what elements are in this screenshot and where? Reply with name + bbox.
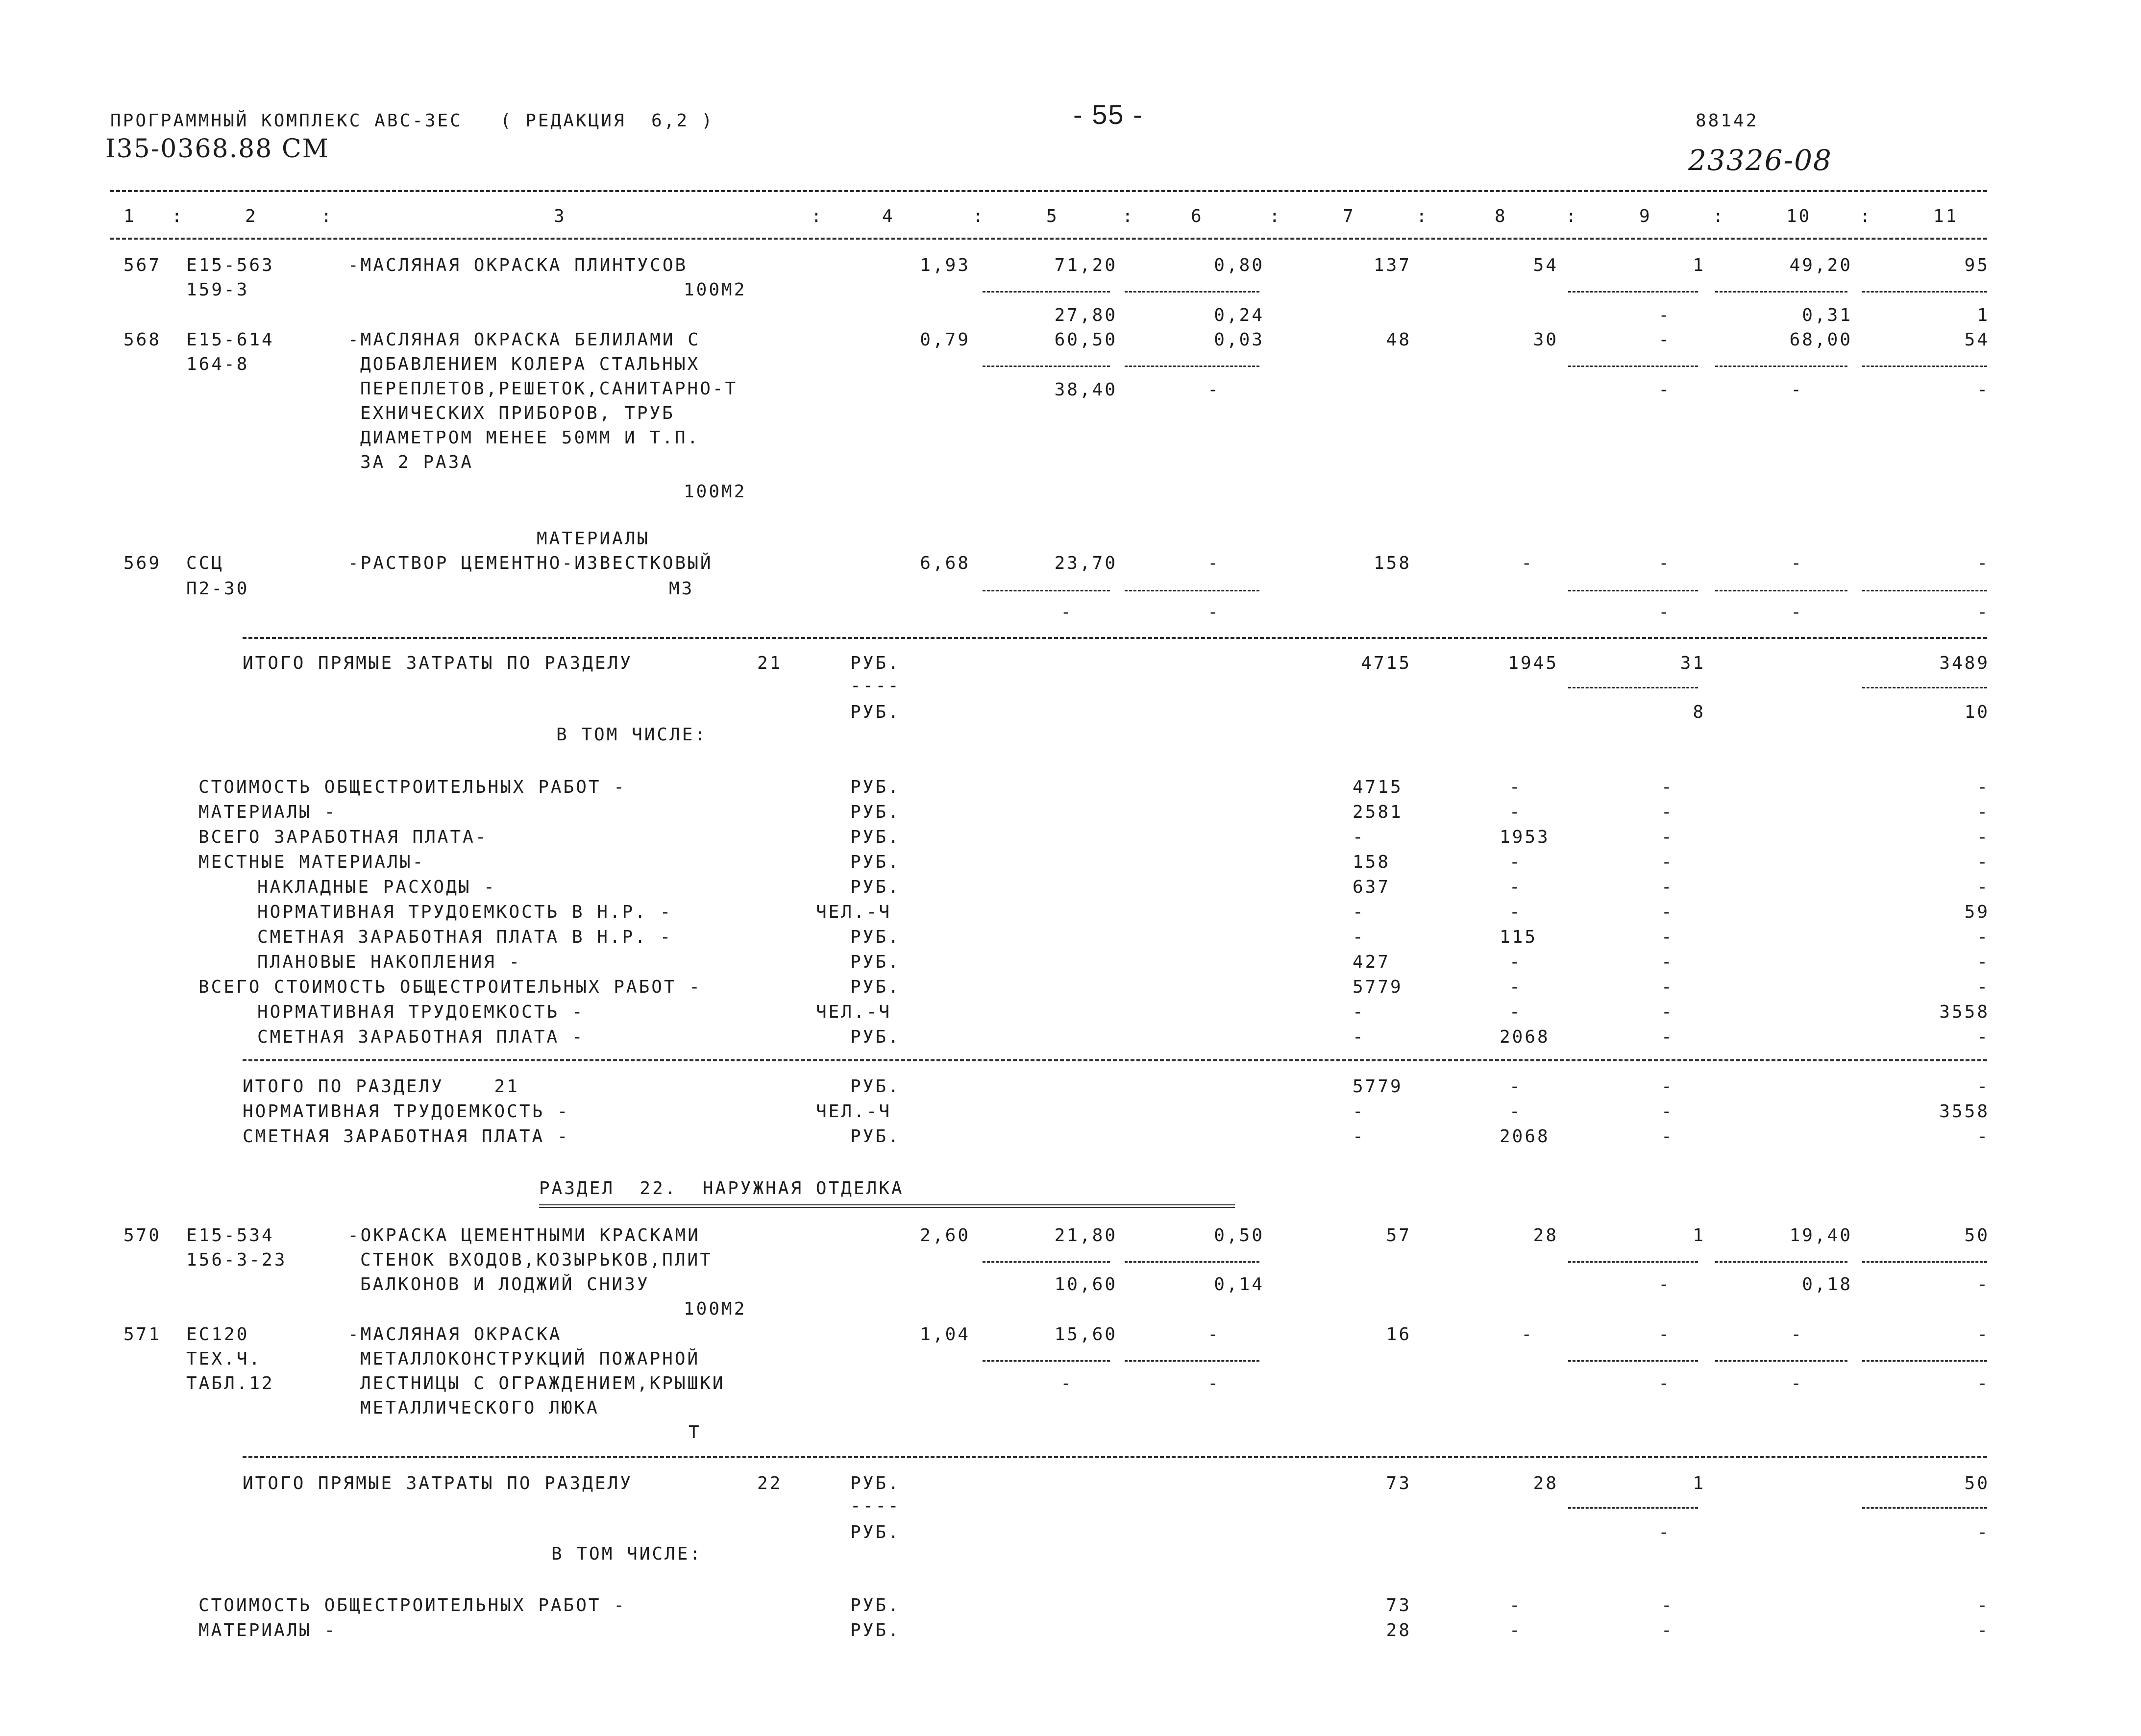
breakdown-label: НАКЛАДНЫЕ РАСХОДЫ - — [257, 877, 496, 897]
breakdown-unit: РУБ. — [850, 952, 901, 972]
breakdown-col11: 3558 — [1939, 1002, 1990, 1022]
heading-double-rule — [539, 1204, 1235, 1208]
breakdown-col8: - — [1509, 802, 1522, 822]
underline — [1862, 291, 1987, 293]
breakdown-label: ПЛАНОВЫЕ НАКОПЛЕНИЯ - — [257, 952, 522, 972]
col-header-4: 4 — [882, 206, 895, 226]
work-name-line: СТЕНОК ВХОДОВ,КОЗЫРЬКОВ,ПЛИТ — [360, 1250, 713, 1270]
underline — [1862, 1261, 1987, 1263]
breakdown-col7: 4715 — [1353, 777, 1403, 797]
breakdown-col7: 637 — [1353, 877, 1391, 897]
work-name-line: МЕТАЛЛИЧЕСКОГО ЛЮКА — [360, 1398, 599, 1418]
underline — [1568, 1360, 1698, 1362]
breakdown-unit: РУБ. — [850, 1620, 901, 1640]
breakdown-col9: - — [1661, 977, 1674, 997]
final-label: СМЕТНАЯ ЗАРАБОТНАЯ ПЛАТА - — [243, 1126, 570, 1147]
cell-col11-sub: - — [1977, 380, 1990, 400]
breakdown-col11: - — [1977, 1595, 1990, 1615]
underline — [1125, 291, 1259, 293]
breakdown-col8: - — [1509, 1002, 1522, 1022]
final-label: НОРМАТИВНАЯ ТРУДОЕМКОСТЬ - — [243, 1101, 570, 1122]
unit: 100М2 — [684, 1299, 747, 1319]
breakdown-unit: ЧЕЛ.-Ч — [816, 1002, 892, 1022]
cell-col6: 0,80 — [1214, 255, 1264, 275]
col-header-11: 11 — [1933, 206, 1959, 226]
breakdown-label: МАТЕРИАЛЫ - — [198, 802, 337, 822]
cell-col7: 137 — [1373, 255, 1411, 275]
final-col9: - — [1661, 1076, 1674, 1097]
row-number: 567 — [123, 255, 162, 275]
work-name-line: -ОКРАСКА ЦЕМЕНТНЫМИ КРАСКАМИ — [348, 1225, 700, 1246]
breakdown-col7: 2581 — [1353, 802, 1403, 822]
underline — [1715, 291, 1847, 293]
breakdown-col11: - — [1977, 827, 1990, 847]
col-separator: : — [973, 206, 985, 226]
norm-code: Е15-563 — [186, 255, 274, 275]
cell-col10: 68,00 — [1789, 330, 1852, 350]
row-number: 569 — [123, 553, 162, 573]
cell-col11-sub: - — [1977, 1274, 1990, 1295]
breakdown-col7: 28 — [1386, 1620, 1411, 1640]
cell-col6: 0,03 — [1214, 330, 1264, 350]
cell-col6: - — [1207, 553, 1220, 573]
section-number: 21 — [757, 653, 783, 673]
cell-col5-sub: 27,80 — [1054, 305, 1117, 325]
final-unit: ЧЕЛ.-Ч — [816, 1101, 892, 1122]
final-col9: - — [1661, 1101, 1674, 1122]
col-separator: : — [1566, 206, 1578, 226]
rule-header — [110, 238, 1987, 240]
cell-col5-sub: - — [1060, 1373, 1073, 1394]
breakdown-unit: РУБ. — [850, 852, 901, 872]
cell-col6-sub: - — [1207, 380, 1220, 400]
row-number: 568 — [123, 330, 162, 350]
cell-col11: 50 — [1964, 1225, 1990, 1246]
underline — [1568, 1507, 1698, 1509]
cell-col5: 21,80 — [1054, 1225, 1117, 1246]
cell-col5: 71,20 — [1054, 255, 1117, 275]
col-separator: : — [811, 206, 824, 226]
col-separator: : — [1269, 206, 1282, 226]
breakdown-col9: - — [1661, 1595, 1674, 1615]
final-col8: 2068 — [1500, 1126, 1550, 1147]
breakdown-col8: - — [1509, 977, 1522, 997]
work-name-line: ЕХНИЧЕСКИХ ПРИБОРОВ, ТРУБ — [360, 403, 675, 423]
final-col8: - — [1509, 1076, 1522, 1097]
col-separator: : — [1416, 206, 1429, 226]
cell-col7: 16 — [1386, 1324, 1411, 1345]
norm-code-sub: 164-8 — [186, 354, 249, 374]
final-col7: - — [1353, 1126, 1365, 1147]
cell-col8: 28 — [1533, 1473, 1558, 1493]
breakdown-col7: - — [1353, 827, 1365, 847]
underline — [1862, 590, 1987, 591]
cell-col6: - — [1207, 1324, 1220, 1345]
breakdown-col11: - — [1977, 852, 1990, 872]
norm-code: Е15-534 — [186, 1225, 274, 1246]
norm-code-sub: ТЕХ.Ч. — [186, 1349, 262, 1369]
breakdown-col11: - — [1977, 977, 1990, 997]
cell-col6-sub: - — [1207, 1373, 1220, 1394]
col-header-6: 6 — [1191, 206, 1204, 226]
cell-col5: 23,70 — [1054, 553, 1117, 573]
cell-col11: 3489 — [1939, 653, 1990, 673]
cell-col8: - — [1521, 553, 1534, 573]
underline — [1715, 590, 1847, 591]
cell-col8: 28 — [1533, 1225, 1558, 1246]
norm-code-sub: 156-3-23 — [186, 1250, 287, 1270]
quantity: 1,04 — [920, 1324, 970, 1345]
col-header-10: 10 — [1786, 206, 1812, 226]
cell-col7: 73 — [1386, 1473, 1411, 1493]
cell-col9: - — [1658, 330, 1671, 350]
cell-col9: 1 — [1693, 1225, 1705, 1246]
unit: РУБ. — [850, 702, 901, 722]
underline — [1715, 1261, 1847, 1263]
cell-col8: 54 — [1533, 255, 1558, 275]
unit: 100М2 — [684, 280, 747, 300]
cell-col6-sub: - — [1207, 602, 1220, 622]
breakdown-col11: 59 — [1964, 902, 1990, 922]
breakdown-col8: - — [1509, 1595, 1522, 1615]
cell-col11: - — [1977, 1324, 1990, 1345]
final-col7: 5779 — [1353, 1076, 1403, 1097]
breakdown-col9: - — [1661, 877, 1674, 897]
rule-section21-total — [243, 637, 1987, 639]
quantity: 1,93 — [920, 255, 970, 275]
final-col11: - — [1977, 1126, 1990, 1147]
breakdown-col8: - — [1509, 902, 1522, 922]
underline — [1568, 366, 1698, 367]
breakdown-col8: - — [1509, 952, 1522, 972]
breakdown-unit: РУБ. — [850, 777, 901, 797]
cell-col5-sub: 38,40 — [1054, 380, 1117, 400]
work-name: -РАСТВОР ЦЕМЕНТНО-ИЗВЕСТКОВЫЙ — [348, 553, 713, 573]
breakdown-col11: - — [1977, 1027, 1990, 1047]
work-name-line: ДИАМЕТРОМ МЕНЕЕ 50ММ И Т.П. — [360, 428, 700, 448]
breakdown-col11: - — [1977, 877, 1990, 897]
underline — [1862, 366, 1987, 367]
col-header-5: 5 — [1046, 206, 1059, 226]
program-title: ПРОГРАММНЫЙ КОМПЛЕКС АВС-ЗЕС ( РЕДАКЦИЯ 6,2 ) — [110, 111, 714, 131]
breakdown-col9: - — [1661, 827, 1674, 847]
cell-col9-sub: - — [1658, 380, 1671, 400]
cell-col9-sub: 8 — [1693, 702, 1705, 722]
breakdown-unit: РУБ. — [850, 927, 901, 947]
breakdown-col9: - — [1661, 802, 1674, 822]
norm-code-sub: П2-30 — [186, 579, 249, 599]
cell-col10-sub: - — [1791, 1373, 1803, 1394]
breakdown-label: ВСЕГО ЗАРАБОТНАЯ ПЛАТА- — [198, 827, 488, 847]
final-col8: - — [1509, 1101, 1522, 1122]
unit-dash: ---- — [850, 1496, 901, 1516]
underline — [983, 366, 1110, 367]
breakdown-label: МЕСТНЫЕ МАТЕРИАЛЫ- — [198, 852, 425, 872]
breakdown-col9: - — [1661, 1620, 1674, 1640]
cell-col11: - — [1977, 553, 1990, 573]
breakdown-label: МАТЕРИАЛЫ - — [198, 1620, 337, 1640]
section22-heading: РАЗДЕЛ 22. НАРУЖНАЯ ОТДЕЛКА — [539, 1178, 904, 1198]
breakdown-col7: - — [1353, 927, 1365, 947]
col-header-9: 9 — [1639, 206, 1652, 226]
breakdown-unit: РУБ. — [850, 802, 901, 822]
breakdown-unit: РУБ. — [850, 1027, 901, 1047]
col-header-1: 1 — [123, 206, 136, 226]
final-col11: - — [1977, 1076, 1990, 1097]
materials-heading: МАТЕРИАЛЫ — [537, 529, 650, 549]
cell-col6-sub: 0,24 — [1214, 305, 1264, 325]
unit-dash: ---- — [850, 676, 901, 696]
breakdown-col11: - — [1977, 802, 1990, 822]
norm-code-sub: 159-3 — [186, 280, 249, 300]
unit: РУБ. — [850, 1522, 901, 1542]
breakdown-col11: - — [1977, 952, 1990, 972]
work-name-line: ПЕРЕПЛЕТОВ,РЕШЕТОК,САНИТАРНО-Т — [360, 379, 738, 399]
cell-col5: 60,50 — [1054, 330, 1117, 350]
cell-col7: 158 — [1373, 553, 1411, 573]
breakdown-col11: - — [1977, 927, 1990, 947]
row-number: 571 — [123, 1324, 162, 1345]
cell-col6: 0,50 — [1214, 1225, 1264, 1246]
cell-col9-sub: - — [1658, 602, 1671, 622]
breakdown-unit: РУБ. — [850, 827, 901, 847]
col-separator: : — [1860, 206, 1872, 226]
col-separator: : — [1713, 206, 1725, 226]
final-unit: РУБ. — [850, 1076, 901, 1097]
cell-col5-sub: - — [1060, 602, 1073, 622]
unit: 100М2 — [684, 482, 747, 502]
breakdown-unit: РУБ. — [850, 977, 901, 997]
underline — [1125, 590, 1259, 591]
underline — [1568, 590, 1698, 591]
cell-col11-sub: 1 — [1977, 305, 1990, 325]
breakdown-col7: - — [1353, 1002, 1365, 1022]
breakdown-col9: - — [1661, 852, 1674, 872]
total-label: ИТОГО ПРЯМЫЕ ЗАТРАТЫ ПО РАЗДЕЛУ — [243, 653, 633, 673]
breakdown-col7: - — [1353, 1027, 1365, 1047]
breakdown-label: СТОИМОСТЬ ОБЩЕСТРОИТЕЛЬНЫХ РАБОТ - — [198, 777, 626, 797]
breakdown-col7: 427 — [1353, 952, 1391, 972]
cell-col11-sub: - — [1977, 602, 1990, 622]
underline — [1862, 1507, 1987, 1509]
norm-code: ЕС120 — [186, 1324, 249, 1345]
breakdown-label: НОРМАТИВНАЯ ТРУДОЕМКОСТЬ - — [257, 1002, 585, 1022]
rule-top — [110, 190, 1987, 192]
underline — [1862, 1360, 1987, 1362]
cell-col6-sub: 0,14 — [1214, 1274, 1264, 1295]
work-name: -МАСЛЯНАЯ ОКРАСКА ПЛИНТУСОВ — [348, 255, 688, 275]
final-col7: - — [1353, 1101, 1365, 1122]
quantity: 6,68 — [920, 553, 970, 573]
cell-col9-sub: - — [1658, 1522, 1671, 1542]
cell-col9-sub: - — [1658, 305, 1671, 325]
cell-col10-sub: - — [1791, 380, 1803, 400]
unit: РУБ. — [850, 653, 901, 673]
cell-col11-sub: - — [1977, 1522, 1990, 1542]
col-separator: : — [172, 206, 184, 226]
cell-col10: - — [1791, 1324, 1803, 1345]
cell-col9: 1 — [1693, 255, 1705, 275]
final-col11: 3558 — [1939, 1101, 1990, 1122]
breakdown-col8: 1953 — [1500, 827, 1550, 847]
cell-col5: 15,60 — [1054, 1324, 1117, 1345]
underline — [1568, 291, 1698, 293]
underline — [1125, 366, 1259, 367]
breakdown-col7: 5779 — [1353, 977, 1403, 997]
cell-col9: 31 — [1680, 653, 1705, 673]
breakdown-col8: - — [1509, 777, 1522, 797]
breakdown-col8: - — [1509, 877, 1522, 897]
cell-col11-sub: - — [1977, 1373, 1990, 1394]
cell-col8: 1945 — [1508, 653, 1558, 673]
cell-col9-sub: - — [1658, 1373, 1671, 1394]
cell-col10: 19,40 — [1789, 1225, 1852, 1246]
work-name-line: -МАСЛЯНАЯ ОКРАСКА БЕЛИЛАМИ С — [348, 330, 700, 350]
col-header-3: 3 — [554, 206, 566, 226]
cell-col10-sub: 0,18 — [1802, 1274, 1852, 1295]
cell-col7: 48 — [1386, 330, 1411, 350]
underline — [1568, 687, 1698, 688]
unit: М3 — [669, 579, 694, 599]
breakdown-col8: 115 — [1500, 927, 1538, 947]
breakdown-col8: 2068 — [1500, 1027, 1550, 1047]
breakdown-col11: - — [1977, 1620, 1990, 1640]
cell-col10: - — [1791, 553, 1803, 573]
underline — [1568, 1261, 1698, 1263]
cell-col9: - — [1658, 553, 1671, 573]
including-heading: В ТОМ ЧИСЛЕ: — [556, 725, 708, 745]
section-number: 22 — [757, 1473, 783, 1493]
underline — [983, 1360, 1110, 1362]
quantity: 2,60 — [920, 1225, 970, 1246]
col-separator: : — [1122, 206, 1135, 226]
cell-col7: 4715 — [1361, 653, 1411, 673]
breakdown-col9: - — [1661, 952, 1674, 972]
breakdown-unit: ЧЕЛ.-Ч — [816, 902, 892, 922]
col-separator: : — [321, 206, 334, 226]
breakdown-unit: РУБ. — [850, 1595, 901, 1615]
breakdown-col9: - — [1661, 902, 1674, 922]
cell-col10-sub: 0,31 — [1802, 305, 1852, 325]
breakdown-label: НОРМАТИВНАЯ ТРУДОЕМКОСТЬ В Н.Р. - — [257, 902, 673, 922]
breakdown-unit: РУБ. — [850, 877, 901, 897]
final-label: ИТОГО ПО РАЗДЕЛУ 21 — [243, 1076, 519, 1097]
breakdown-col8: - — [1509, 1620, 1522, 1640]
cell-col5-sub: 10,60 — [1054, 1274, 1117, 1295]
underline — [1125, 1261, 1259, 1263]
underline — [1715, 366, 1847, 367]
quantity: 0,79 — [920, 330, 970, 350]
final-col9: - — [1661, 1126, 1674, 1147]
work-name-line: ДОБАВЛЕНИЕМ КОЛЕРА СТАЛЬНЫХ — [360, 354, 700, 374]
including-heading: В ТОМ ЧИСЛЕ: — [551, 1544, 703, 1564]
unit: РУБ. — [850, 1473, 901, 1493]
breakdown-label: СМЕТНАЯ ЗАРАБОТНАЯ ПЛАТА В Н.Р. - — [257, 927, 673, 947]
cell-col9: - — [1658, 1324, 1671, 1345]
cell-col10-sub: - — [1791, 602, 1803, 622]
rule-section22-total — [243, 1456, 1987, 1458]
cell-col9-sub: - — [1658, 1274, 1671, 1295]
cell-col7: 57 — [1386, 1225, 1411, 1246]
final-unit: РУБ. — [850, 1126, 901, 1147]
project-code: I35-0368.88 СМ — [105, 134, 329, 164]
cell-col8: - — [1521, 1324, 1534, 1345]
cell-col8: 30 — [1533, 330, 1558, 350]
rule-section21-final — [243, 1059, 1987, 1061]
row-number: 570 — [123, 1225, 162, 1246]
cell-col10: 49,20 — [1789, 255, 1852, 275]
work-name-line: ЗА 2 РАЗА — [360, 452, 474, 472]
cell-col9: 1 — [1693, 1473, 1705, 1493]
underline — [1862, 687, 1987, 688]
cell-col11: 50 — [1964, 1473, 1990, 1493]
page-number: - 55 - — [1073, 99, 1143, 130]
breakdown-col9: - — [1661, 927, 1674, 947]
document-id: 88142 — [1696, 111, 1759, 131]
cell-col11: 54 — [1964, 330, 1990, 350]
work-name-line: МЕТАЛЛОКОНСТРУКЦИЙ ПОЖАРНОЙ — [360, 1349, 700, 1369]
col-header-8: 8 — [1495, 206, 1507, 226]
breakdown-col8: - — [1509, 852, 1522, 872]
cell-col11: 95 — [1964, 255, 1990, 275]
norm-code: ССЦ — [186, 553, 224, 573]
cell-col11-sub: 10 — [1964, 702, 1990, 722]
col-header-2: 2 — [245, 206, 258, 226]
breakdown-col7: 73 — [1386, 1595, 1411, 1615]
underline — [1125, 1360, 1259, 1362]
total-label: ИТОГО ПРЯМЫЕ ЗАТРАТЫ ПО РАЗДЕЛУ — [243, 1473, 633, 1493]
norm-code-sub: ТАБЛ.12 — [186, 1373, 274, 1394]
underline — [983, 291, 1110, 293]
breakdown-col7: 158 — [1353, 852, 1391, 872]
work-name-line: -МАСЛЯНАЯ ОКРАСКА — [348, 1324, 562, 1345]
breakdown-col11: - — [1977, 777, 1990, 797]
norm-code: Е15-614 — [186, 330, 274, 350]
breakdown-label: ВСЕГО СТОИМОСТЬ ОБЩЕСТРОИТЕЛЬНЫХ РАБОТ - — [198, 977, 702, 997]
breakdown-col9: - — [1661, 777, 1674, 797]
breakdown-label: СМЕТНАЯ ЗАРАБОТНАЯ ПЛАТА - — [257, 1027, 585, 1047]
handwritten-number: 23326-08 — [1688, 144, 1832, 177]
breakdown-col9: - — [1661, 1027, 1674, 1047]
col-header-7: 7 — [1343, 206, 1355, 226]
breakdown-col9: - — [1661, 1002, 1674, 1022]
unit: Т — [689, 1422, 701, 1443]
underline — [983, 1261, 1110, 1263]
breakdown-label: СТОИМОСТЬ ОБЩЕСТРОИТЕЛЬНЫХ РАБОТ - — [198, 1595, 626, 1615]
underline — [1715, 1360, 1847, 1362]
work-name-line: ЛЕСТНИЦЫ С ОГРАЖДЕНИЕМ,КРЫШКИ — [360, 1373, 725, 1394]
breakdown-col7: - — [1353, 902, 1365, 922]
underline — [983, 590, 1110, 591]
work-name-line: БАЛКОНОВ И ЛОДЖИЙ СНИЗУ — [360, 1274, 650, 1295]
